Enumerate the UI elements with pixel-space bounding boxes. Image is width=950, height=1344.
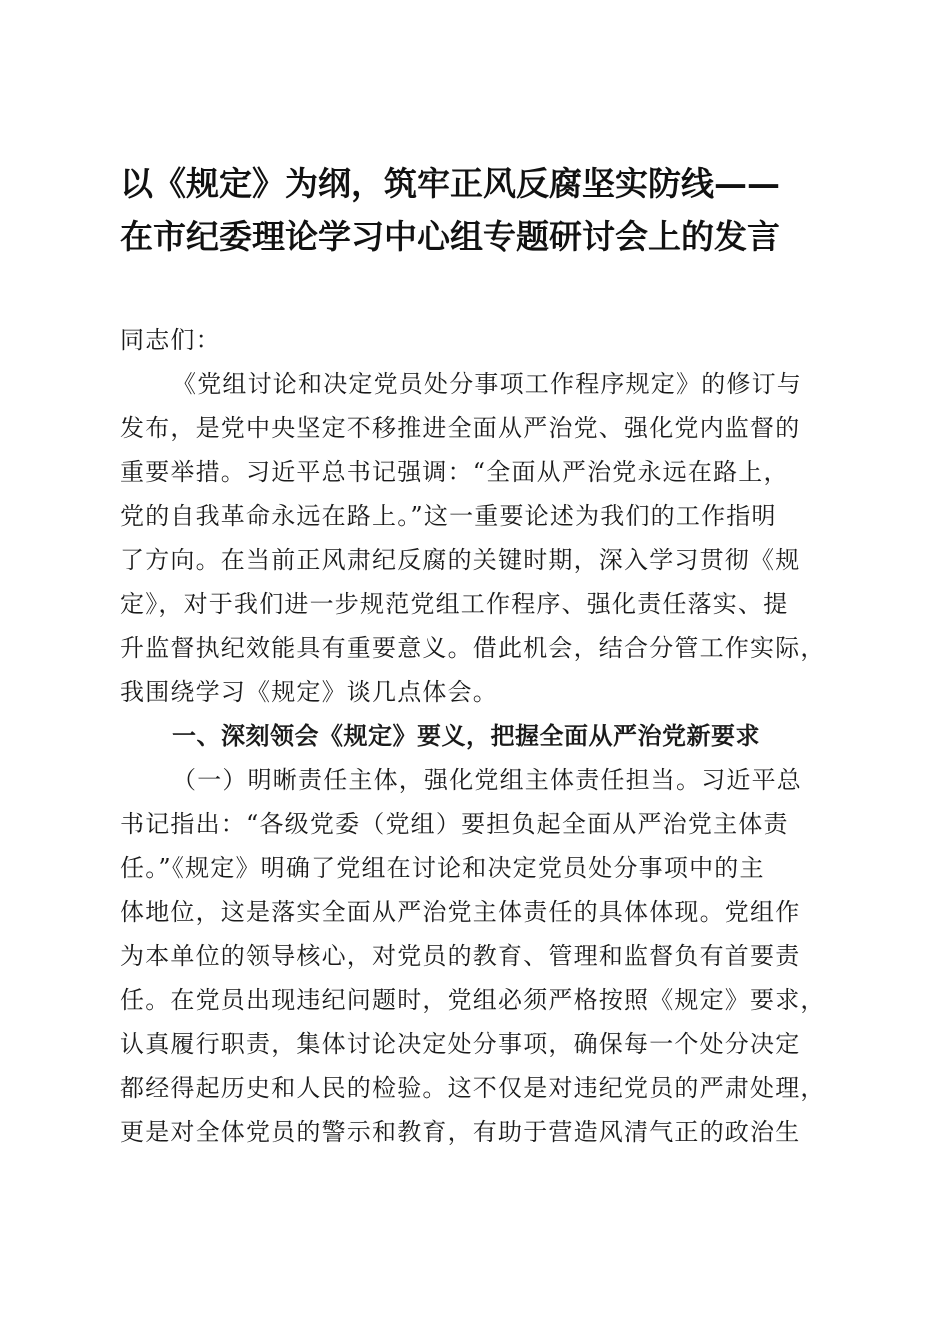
paragraph-line: 我围绕学习《规定》谈几点体会。: [120, 678, 498, 706]
paragraph-line: 更是对全体党员的警示和教育，有助于营造风清气正的政治生: [120, 1118, 801, 1146]
paragraph-line: 认真履行职责，集体讨论决定处分事项，确保每一个处分决定: [120, 1030, 801, 1058]
paragraph-line: 任。”《规定》明确了党组在讨论和决定党员处分事项中的主: [120, 854, 765, 882]
paragraph-line: 定》，对于我们进一步规范党组工作程序、强化责任落实、提: [120, 590, 789, 618]
paragraph-line: 任。在党员出现违纪问题时，党组必须严格按照《规定》要求，: [120, 986, 826, 1014]
paragraph-line: 体地位，这是落实全面从严治党主体责任的具体体现。党组作: [120, 898, 801, 926]
paragraph-line: 升监督执纪效能具有重要意义。借此机会，结合分管工作实际，: [120, 634, 826, 662]
paragraph-line: 重要举措。习近平总书记强调：“全面从严治党永远在路上，: [120, 458, 789, 486]
document-title-line-1: 以《规定》为纲，筑牢正风反腐坚实防线——: [120, 164, 780, 203]
paragraph-line: （一）明晰责任主体，强化党组主体责任担当。习近平总: [172, 766, 802, 794]
section-heading: 一、深刻领会《规定》要义，把握全面从严治党新要求: [172, 722, 760, 750]
paragraph-line: 党的自我革命永远在路上。”这一重要论述为我们的工作指明: [120, 502, 777, 530]
paragraph-line: 发布，是党中央坚定不移推进全面从严治党、强化党内监督的: [120, 414, 801, 442]
paragraph-line: 书记指出：“各级党委（党组）要担负起全面从严治党主体责: [120, 810, 789, 838]
paragraph-line: 为本单位的领导核心，对党员的教育、管理和监督负有首要责: [120, 942, 801, 970]
salutation: 同志们：: [120, 326, 221, 354]
paragraph-line: 《党组讨论和决定党员处分事项工作程序规定》的修订与: [172, 370, 802, 398]
document-title-line-2: 在市纪委理论学习中心组专题研讨会上的发言: [120, 217, 780, 256]
paragraph-line: 都经得起历史和人民的检验。这不仅是对违纪党员的严肃处理，: [120, 1074, 826, 1102]
paragraph-line: 了方向。在当前正风肃纪反腐的关键时期，深入学习贯彻《规: [120, 546, 801, 574]
